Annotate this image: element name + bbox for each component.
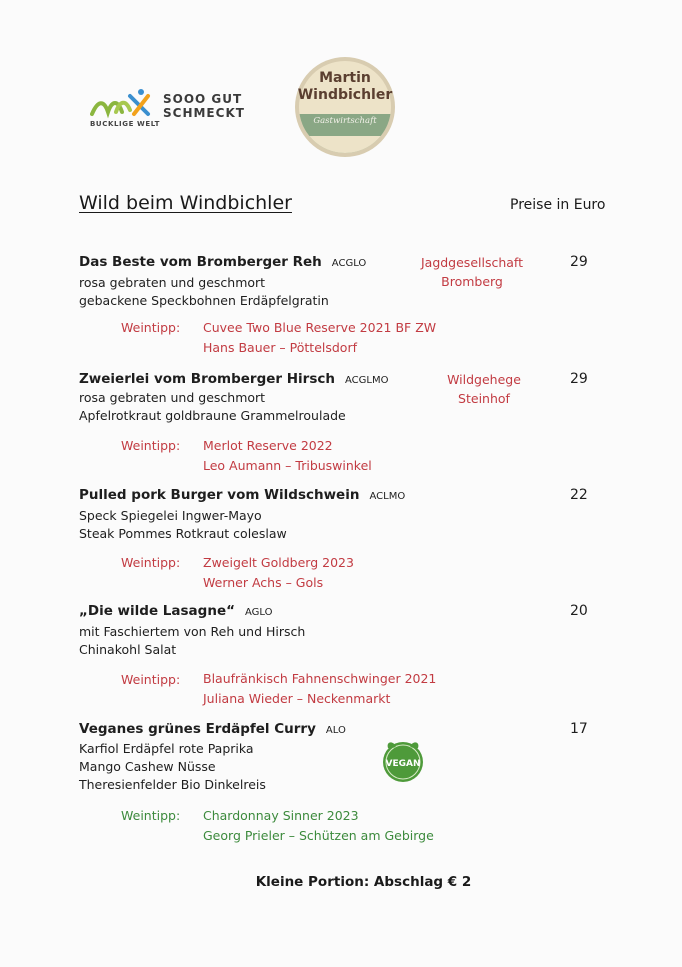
wine-tip: Chardonnay Sinner 2023 Georg Prieler – Schützen am Gebirge — [203, 808, 434, 843]
wine-tip: Merlot Reserve 2022 Leo Aumann – Tribuswinkel — [203, 438, 372, 473]
logo-subtitle: Gastwirtschaft — [313, 116, 377, 126]
dish-price: 20 — [570, 603, 588, 619]
logo-line-2: SCHMECKT — [163, 106, 245, 120]
origin-label: Wildgehege Steinhof — [447, 372, 521, 406]
dish-price: 22 — [570, 487, 588, 503]
prices-note: Preise in Euro — [510, 197, 606, 213]
dish-desc-line: Theresienfelder Bio Dinkelreis — [79, 777, 266, 792]
dish-desc-line: mit Faschiertem von Reh und Hirsch — [79, 624, 306, 639]
wine-tip: Zweigelt Goldberg 2023 Werner Achs – Gols — [203, 555, 354, 590]
wine-tip: Blaufränkisch Fahnenschwinger 2021 Juliana Wieder – Neckenmarkt — [203, 671, 437, 706]
dish-desc-line: rosa gebraten und geschmort — [79, 275, 266, 290]
wine-tip: Cuvee Two Blue Reserve 2021 BF ZW Hans Bauer – Pöttelsdorf — [203, 320, 437, 355]
wine-tip-label: Weintipp: — [121, 555, 181, 570]
wine-tip-label: Weintipp: — [121, 320, 181, 335]
menu-title: Wild beim Windbichler — [79, 192, 292, 214]
allergen-codes: ACLMO — [369, 491, 406, 502]
bucklige-welt-mark-icon — [90, 88, 160, 120]
portion-note: Kleine Portion: Abschlag € 2 — [255, 874, 472, 890]
dish-desc-line: rosa gebraten und geschmort — [79, 390, 266, 405]
vegan-badge-text: VEGAN — [385, 759, 421, 769]
vegan-badge-icon — [374, 738, 432, 784]
dish-desc-line: Steak Pommes Rotkraut coleslaw — [79, 526, 287, 541]
wine-tip-label: Weintipp: — [121, 808, 181, 823]
dish-name: Zweierlei vom Bromberger Hirsch ACGLMO — [79, 371, 389, 387]
dish-desc-line: Mango Cashew Nüsse — [79, 759, 216, 774]
dish-desc-line: Speck Spiegelei Ingwer-Mayo — [79, 508, 262, 523]
origin-label: Jagdgesellschaft Bromberg — [420, 255, 524, 289]
dish-name: „Die wilde Lasagne“ AGLO — [79, 603, 273, 619]
logo-sub: BUCKLIGE WELT — [90, 120, 160, 128]
dish-price: 29 — [570, 254, 588, 270]
wine-tip-label: Weintipp: — [121, 672, 181, 687]
logo-name-first: Martin — [319, 70, 371, 86]
dish-price: 29 — [570, 371, 588, 387]
dish-name: Pulled pork Burger vom Wildschwein ACLMO — [79, 487, 406, 503]
windbichler-logo — [285, 56, 405, 158]
allergen-codes: AGLO — [244, 607, 273, 618]
dish-price: 17 — [570, 721, 588, 737]
dish-desc-line: gebackene Speckbohnen Erdäpfelgratin — [79, 293, 329, 308]
logo-line-1: SOOO GUT — [163, 92, 243, 106]
dish-desc-line: Karfiol Erdäpfel rote Paprika — [79, 741, 254, 756]
allergen-codes: ACGLMO — [345, 375, 389, 386]
sooo-gut-schmeckt-logo — [90, 84, 260, 134]
logo-name-last: Windbichler — [297, 87, 393, 103]
dish-name: Das Beste vom Bromberger Reh ACGLO — [79, 254, 367, 270]
wine-tip-label: Weintipp: — [121, 438, 181, 453]
dish-desc-line: Chinakohl Salat — [79, 642, 177, 657]
dish-desc-line: Apfelrotkraut goldbraune Grammelroulade — [79, 408, 346, 423]
dish-name: Veganes grünes Erdäpfel Curry ALO — [79, 721, 346, 737]
allergen-codes: ACGLO — [331, 258, 367, 269]
allergen-codes: ALO — [325, 725, 346, 736]
